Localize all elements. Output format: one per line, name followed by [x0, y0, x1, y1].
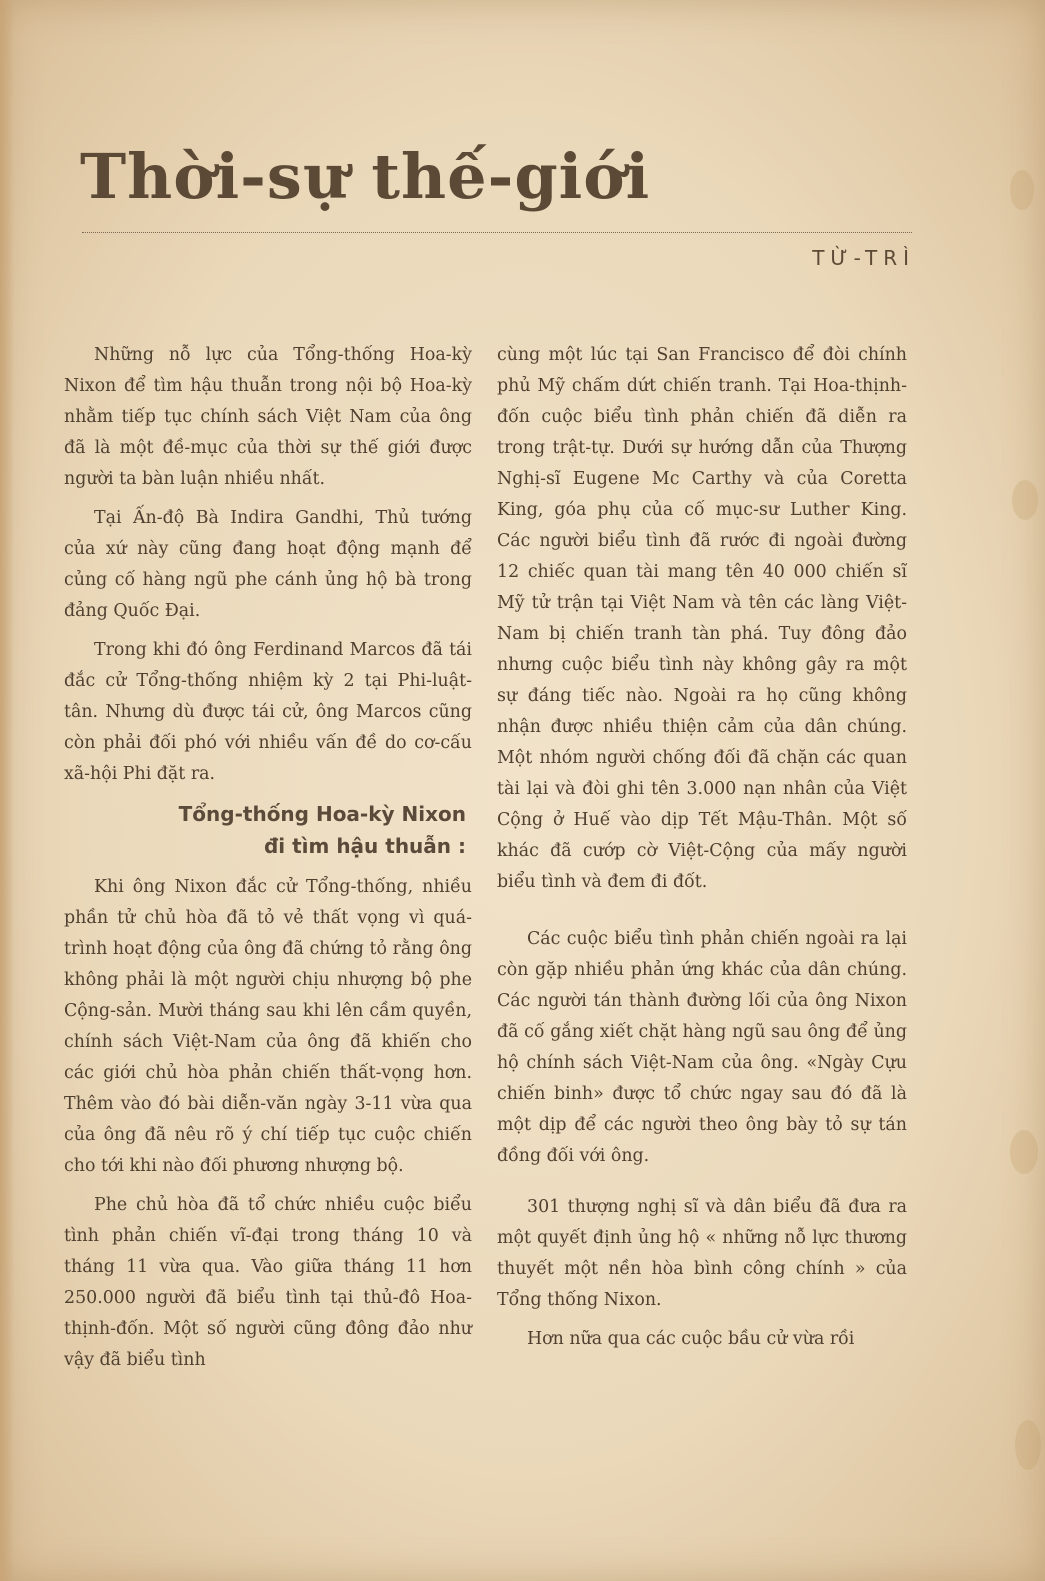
paragraph: Phe chủ hòa đã tổ chức nhiều cuộc biểu tình phản chiến vĩ-đại trong tháng 10 và tháng 11 vừa qua. Vào giữa tháng 11 hơn 250.000 người đã biểu tình tại thủ-đô Hoa-thịnh-đốn. Một số người cũng đông đảo như vậy đã biểu tình: [64, 1195, 472, 1370]
article-title: Thời-sự thế-giới: [80, 140, 651, 213]
paragraph: Khi ông Nixon đắc cử Tổng-thống, nhiều phần tử chủ hòa đã tỏ vẻ thất vọng vì quá-trình hoạt động của ông đã chứng tỏ rằng ông không phải là một người chịu nhượng bộ phe Cộng-sản. Mười tháng sau khi lên cầm quyền, chính sách Việt-Nam của ông đã khiến cho các giới chủ hòa phản chiến thất-vọng hơn. Thêm vào đó bài diễn-văn ngày 3-11 vừa qua của ông đã nêu rõ ý chí tiếp tục cuộc chiến cho tới khi nào đối phương nhượng bộ.: [64, 877, 472, 1176]
paragraph: Tại Ấn-độ Bà Indira Gandhi, Thủ tướng của xứ này cũng đang hoạt động mạnh để củng cố hàng ngũ phe cánh ủng hộ bà trong đảng Quốc Đại.: [64, 508, 472, 621]
section-subheading: [64, 798, 466, 862]
paragraph: 301 thượng nghị sĩ và dân biểu đã đưa ra một quyết định ủng hộ « những nỗ lực thương thuyết một nền hòa bình công chính » của Tổng thống Nixon.: [497, 1197, 907, 1310]
right-column: [497, 340, 907, 1363]
paragraph: Trong khi đó ông Ferdinand Marcos đã tái đắc cử Tổng-thống nhiệm kỳ 2 tại Phi-luật-tân. Nhưng dù được tái cử, ông Marcos cũng còn phải đối phó với nhiều vấn đề do cơ-cấu xã-hội Phi đặt ra.: [64, 640, 472, 784]
left-column: [64, 340, 472, 1384]
paper-stain: [1015, 1420, 1041, 1470]
article-author: TỪ-TRÌ: [812, 246, 915, 270]
paper-stain: [1010, 1130, 1038, 1174]
paragraph: Hơn nữa qua các cuộc bầu cử vừa rồi: [527, 1329, 855, 1349]
subheading-line: Tổng-thống Hoa-kỳ Nixon: [178, 802, 466, 826]
page-edge-shadow: [0, 0, 14, 1581]
paragraph: Những nỗ lực của Tổng-thống Hoa-kỳ Nixon để tìm hậu thuẫn trong nội bộ Hoa-kỳ nhằm tiếp tục chính sách Việt Nam của ông đã là một đề-mục của thời sự thế giới được người ta bàn luận nhiều nhất.: [64, 345, 472, 489]
subheading-line: đi tìm hậu thuẫn :: [263, 834, 466, 858]
title-divider: [82, 232, 912, 233]
paragraph: cùng một lúc tại San Francisco để đòi chính phủ Mỹ chấm dứt chiến tranh. Tại Hoa-thịnh-đốn cuộc biểu tình phản chiến đã diễn ra trong trật-tự. Dưới sự hướng dẫn của Thượng Nghị-sĩ Eugene Mc Carthy và của Coretta King, góa phụ của cố mục-sư Luther King. Các người biểu tình đã rước đi ngoài đường 12 chiếc quan tài mang tên 40 000 chiến sĩ Mỹ tử trận tại Việt Nam và tên các làng Việt-Nam bị chiến tranh tàn phá. Tuy đông đảo nhưng cuộc biểu tình này không gây ra một sự đáng tiếc nào. Ngoài ra họ cũng không nhận được nhiều thiện cảm của dân chúng. Một nhóm người chống đối đã chặn các quan tài lại và đòi ghi tên 3.000 nạn nhân của Việt Cộng ở Huế vào dịp Tết Mậu-Thân. Một số khác đã cướp cờ Việt-Cộng của mấy người biểu tình và đem đi đốt.: [497, 345, 907, 892]
paper-stain: [1010, 170, 1034, 210]
paper-stain: [1012, 480, 1038, 520]
paragraph: Các cuộc biểu tình phản chiến ngoài ra lại còn gặp nhiều phản ứng khác của dân chúng. Các người tán thành đường lối của ông Nixon đã cố gắng xiết chặt hàng ngũ sau ông để ủng hộ chính sách Việt-Nam của ông. «Ngày Cựu chiến binh» được tổ chức ngay sau đó đã là một dịp để các người theo ông bày tỏ sự tán đồng đối với ông.: [497, 929, 907, 1166]
